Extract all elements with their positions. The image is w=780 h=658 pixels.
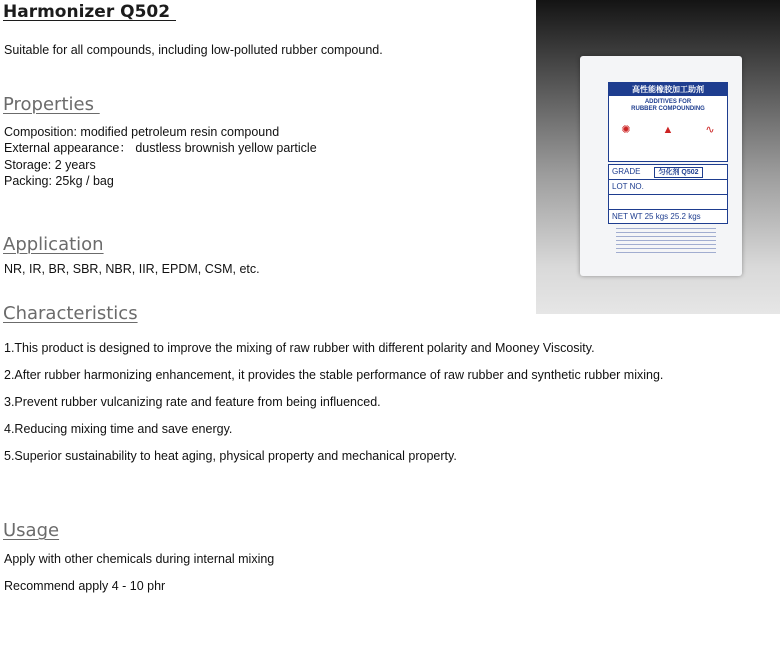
characteristic-item: 2.After rubber harmonizing enhancement, it provides the stable performance of raw rubber and synthetic rubber mixing. [4, 368, 664, 382]
bag-logos [613, 123, 723, 137]
property-packing: Packing: 25kg / bag [4, 174, 114, 188]
usage-line: Recommend apply 4 - 10 phr [4, 579, 166, 593]
characteristic-item: 5.Superior sustainability to heat aging, physical property and mechanical property. [4, 449, 457, 463]
intro-text: Suitable for all compounds, including low-polluted rubber compound. [4, 43, 383, 57]
application-text: NR, IR, BR, SBR, NBR, IIR, EPDM, CSM, etc. [4, 262, 260, 276]
properties-heading: Properties [3, 94, 100, 115]
property-storage: Storage: 2 years [4, 158, 96, 172]
grade-label: GRADE [612, 167, 641, 176]
triangle-logo-icon: ▲ [662, 124, 674, 136]
usage-line: Apply with other chemicals during internal mixing [4, 552, 275, 566]
characteristics-heading: Characteristics [3, 303, 138, 324]
bag-band-text: 高性能橡胶加工助剂 [609, 83, 727, 96]
grade-value: 匀化剂 Q502 [654, 167, 702, 178]
product-photo [536, 0, 780, 314]
brand-logo-icon: ✺ [621, 124, 631, 136]
bag-fineprint [616, 228, 716, 256]
weight-label: NET WT [612, 212, 643, 221]
characteristic-item: 4.Reducing mixing time and save energy. [4, 422, 233, 436]
bag-label [608, 82, 728, 162]
weight-row [609, 210, 727, 224]
product-bag [580, 56, 742, 276]
page-title: Harmonizer Q502 [3, 2, 176, 22]
grade-row [609, 165, 727, 180]
blank-row [609, 195, 727, 210]
characteristic-item: 1.This product is designed to improve the mixing of raw rubber with different polarity and Mooney Viscosity. [4, 341, 595, 355]
usage-heading: Usage [3, 520, 60, 541]
lot-row: LOT NO. [609, 180, 727, 195]
bag-compounding-text: RUBBER COMPOUNDING [631, 106, 705, 112]
bag-grade-box [608, 164, 728, 224]
property-composition: Composition: modified petroleum resin compound [4, 125, 280, 139]
wave-logo-icon: ∿ [705, 124, 715, 136]
weight-value: 25 kgs [644, 212, 669, 221]
gross-weight-value: 25.2 kgs [670, 212, 701, 221]
property-appearance: External appearance： dustless brownish yellow particle [4, 141, 317, 155]
bag-additives-text: ADDITIVES FOR [644, 99, 692, 105]
characteristic-item: 3.Prevent rubber vulcanizing rate and feature from being influenced. [4, 395, 381, 409]
application-heading: Application [3, 234, 104, 255]
